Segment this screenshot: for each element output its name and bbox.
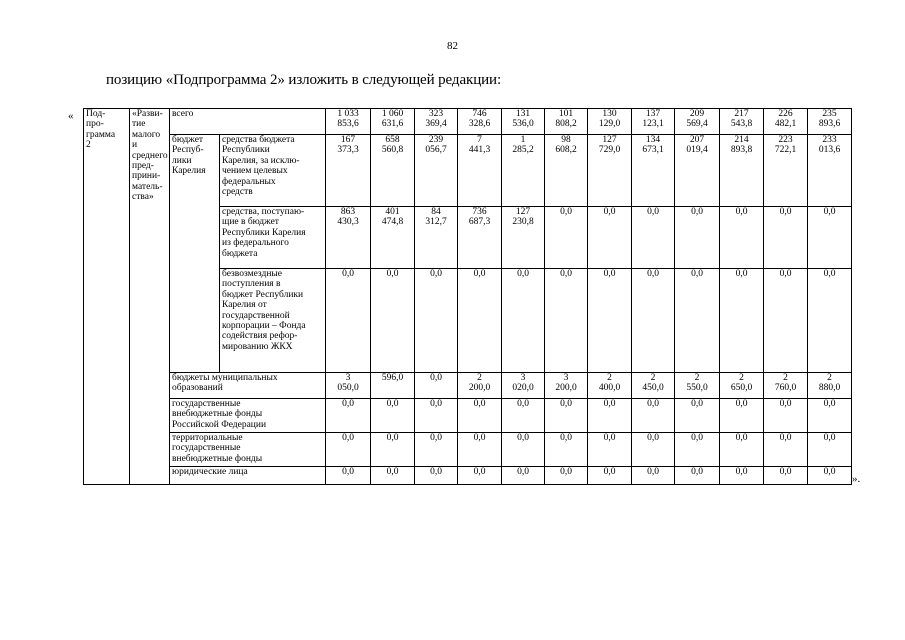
source-label-cell: всего bbox=[170, 109, 326, 135]
value-cell: 2 200,0 bbox=[458, 373, 502, 399]
value-cell: 0,0 bbox=[415, 373, 458, 399]
value-cell: 0,0 bbox=[675, 399, 720, 433]
budget-rk-cell: бюджет Респуб- лики Карелия bbox=[170, 135, 220, 373]
value-cell: 130 129,0 bbox=[588, 109, 632, 135]
value-cell: 0,0 bbox=[808, 269, 852, 373]
value-cell: 0,0 bbox=[720, 269, 764, 373]
value-cell: 0,0 bbox=[371, 467, 415, 485]
value-cell: 0,0 bbox=[545, 399, 588, 433]
value-cell: 0,0 bbox=[808, 207, 852, 269]
value-cell: 0,0 bbox=[545, 467, 588, 485]
value-cell: 0,0 bbox=[720, 433, 764, 467]
value-cell: 0,0 bbox=[588, 433, 632, 467]
source-label-cell: юридические лица bbox=[170, 467, 326, 485]
value-cell: 0,0 bbox=[764, 269, 808, 373]
value-cell: 3 050,0 bbox=[326, 373, 371, 399]
value-cell: 2 400,0 bbox=[588, 373, 632, 399]
subprogram-cell: Под- про- грамма 2 bbox=[84, 109, 130, 485]
value-cell: 0,0 bbox=[326, 433, 371, 467]
value-cell: 0,0 bbox=[632, 269, 675, 373]
value-cell: 0,0 bbox=[415, 399, 458, 433]
value-cell: 0,0 bbox=[764, 207, 808, 269]
value-cell: 207 019,4 bbox=[675, 135, 720, 207]
value-cell: 223 722,1 bbox=[764, 135, 808, 207]
value-cell: 127 230,8 bbox=[502, 207, 545, 269]
table-row bbox=[84, 433, 852, 467]
value-cell: 0,0 bbox=[675, 269, 720, 373]
value-cell: 239 056,7 bbox=[415, 135, 458, 207]
value-cell: 0,0 bbox=[675, 433, 720, 467]
value-cell: 0,0 bbox=[458, 433, 502, 467]
value-cell: 131 536,0 bbox=[502, 109, 545, 135]
value-cell: 0,0 bbox=[588, 467, 632, 485]
value-cell: 1 033 853,6 bbox=[326, 109, 371, 135]
value-cell: 323 369,4 bbox=[415, 109, 458, 135]
value-cell: 0,0 bbox=[675, 467, 720, 485]
value-cell: 0,0 bbox=[808, 433, 852, 467]
value-cell: 0,0 bbox=[415, 269, 458, 373]
value-cell: 0,0 bbox=[502, 433, 545, 467]
value-cell: 0,0 bbox=[720, 399, 764, 433]
value-cell: 0,0 bbox=[588, 399, 632, 433]
value-cell: 209 569,4 bbox=[675, 109, 720, 135]
value-cell: 0,0 bbox=[720, 207, 764, 269]
funding-table bbox=[83, 108, 852, 485]
value-cell: 0,0 bbox=[415, 467, 458, 485]
value-cell: 0,0 bbox=[415, 433, 458, 467]
value-cell: 0,0 bbox=[632, 467, 675, 485]
value-cell: 0,0 bbox=[808, 399, 852, 433]
value-cell: 214 893,8 bbox=[720, 135, 764, 207]
table-row bbox=[84, 135, 852, 207]
value-cell: 3 200,0 bbox=[545, 373, 588, 399]
value-cell: 0,0 bbox=[458, 269, 502, 373]
value-cell: 0,0 bbox=[326, 467, 371, 485]
value-cell: 217 543,8 bbox=[720, 109, 764, 135]
value-cell: 2 650,0 bbox=[720, 373, 764, 399]
value-cell: 2 880,0 bbox=[808, 373, 852, 399]
value-cell: 226 482,1 bbox=[764, 109, 808, 135]
value-cell: 0,0 bbox=[502, 269, 545, 373]
value-cell: 863 430,3 bbox=[326, 207, 371, 269]
value-cell: 0,0 bbox=[632, 399, 675, 433]
value-cell: 0,0 bbox=[588, 269, 632, 373]
value-cell: 658 560,8 bbox=[371, 135, 415, 207]
value-cell: 0,0 bbox=[371, 399, 415, 433]
value-cell: 0,0 bbox=[764, 399, 808, 433]
value-cell: 0,0 bbox=[764, 433, 808, 467]
table-row bbox=[84, 399, 852, 433]
table-row bbox=[84, 109, 852, 135]
value-cell: 2 760,0 bbox=[764, 373, 808, 399]
value-cell: 0,0 bbox=[545, 269, 588, 373]
value-cell: 137 123,1 bbox=[632, 109, 675, 135]
value-cell: 7 441,3 bbox=[458, 135, 502, 207]
value-cell: 0,0 bbox=[326, 269, 371, 373]
table-row bbox=[84, 373, 852, 399]
value-cell: 0,0 bbox=[371, 433, 415, 467]
value-cell: 127 729,0 bbox=[588, 135, 632, 207]
value-cell: 0,0 bbox=[326, 399, 371, 433]
value-cell: 0,0 bbox=[545, 433, 588, 467]
value-cell: 1 060 631,6 bbox=[371, 109, 415, 135]
value-cell: 0,0 bbox=[632, 207, 675, 269]
value-cell: 3 020,0 bbox=[502, 373, 545, 399]
subprogram-title-cell: «Разви- тие малого и среднего пред- прини- матель- ства» bbox=[130, 109, 170, 485]
value-cell: 0,0 bbox=[458, 399, 502, 433]
value-cell: 0,0 bbox=[675, 207, 720, 269]
value-cell: 0,0 bbox=[371, 269, 415, 373]
value-cell: 167 373,3 bbox=[326, 135, 371, 207]
value-cell: 0,0 bbox=[458, 467, 502, 485]
value-cell: 235 893,6 bbox=[808, 109, 852, 135]
source-label-cell: бюджеты муниципальных образований bbox=[170, 373, 326, 399]
intro-text: позицию «Подпрограмма 2» изложить в следующей редакции: bbox=[106, 72, 502, 88]
value-cell: 134 673,1 bbox=[632, 135, 675, 207]
value-cell: 401 474,8 bbox=[371, 207, 415, 269]
page-number: 82 bbox=[447, 40, 458, 52]
value-cell: 736 687,3 bbox=[458, 207, 502, 269]
source-label-cell: безвозмездные поступления в бюджет Республики Карелия от государственной корпорации – Фонда содействия рефор- мированию ЖКХ bbox=[220, 269, 326, 373]
source-label-cell: государственные внебюджетные фонды Российской Федерации bbox=[170, 399, 326, 433]
value-cell: 0,0 bbox=[764, 467, 808, 485]
value-cell: 98 608,2 bbox=[545, 135, 588, 207]
value-cell: 0,0 bbox=[502, 467, 545, 485]
value-cell: 2 450,0 bbox=[632, 373, 675, 399]
value-cell: 101 808,2 bbox=[545, 109, 588, 135]
value-cell: 0,0 bbox=[502, 399, 545, 433]
source-label-cell: территориальные государственные внебюджетные фонды bbox=[170, 433, 326, 467]
source-label-cell: средства, поступаю- щие в бюджет Республики Карелия из федерального бюджета bbox=[220, 207, 326, 269]
table-row bbox=[84, 467, 852, 485]
closing-quote: ». bbox=[852, 473, 861, 485]
value-cell: 0,0 bbox=[588, 207, 632, 269]
value-cell: 0,0 bbox=[632, 433, 675, 467]
value-cell: 1 285,2 bbox=[502, 135, 545, 207]
value-cell: 233 013,6 bbox=[808, 135, 852, 207]
value-cell: 596,0 bbox=[371, 373, 415, 399]
opening-quote: « bbox=[68, 110, 74, 122]
value-cell: 0,0 bbox=[808, 467, 852, 485]
source-label-cell: средства бюджета Республики Карелия, за исклю- чением целевых федеральных средств bbox=[220, 135, 326, 207]
value-cell: 0,0 bbox=[720, 467, 764, 485]
value-cell: 2 550,0 bbox=[675, 373, 720, 399]
value-cell: 84 312,7 bbox=[415, 207, 458, 269]
value-cell: 746 328,6 bbox=[458, 109, 502, 135]
value-cell: 0,0 bbox=[545, 207, 588, 269]
